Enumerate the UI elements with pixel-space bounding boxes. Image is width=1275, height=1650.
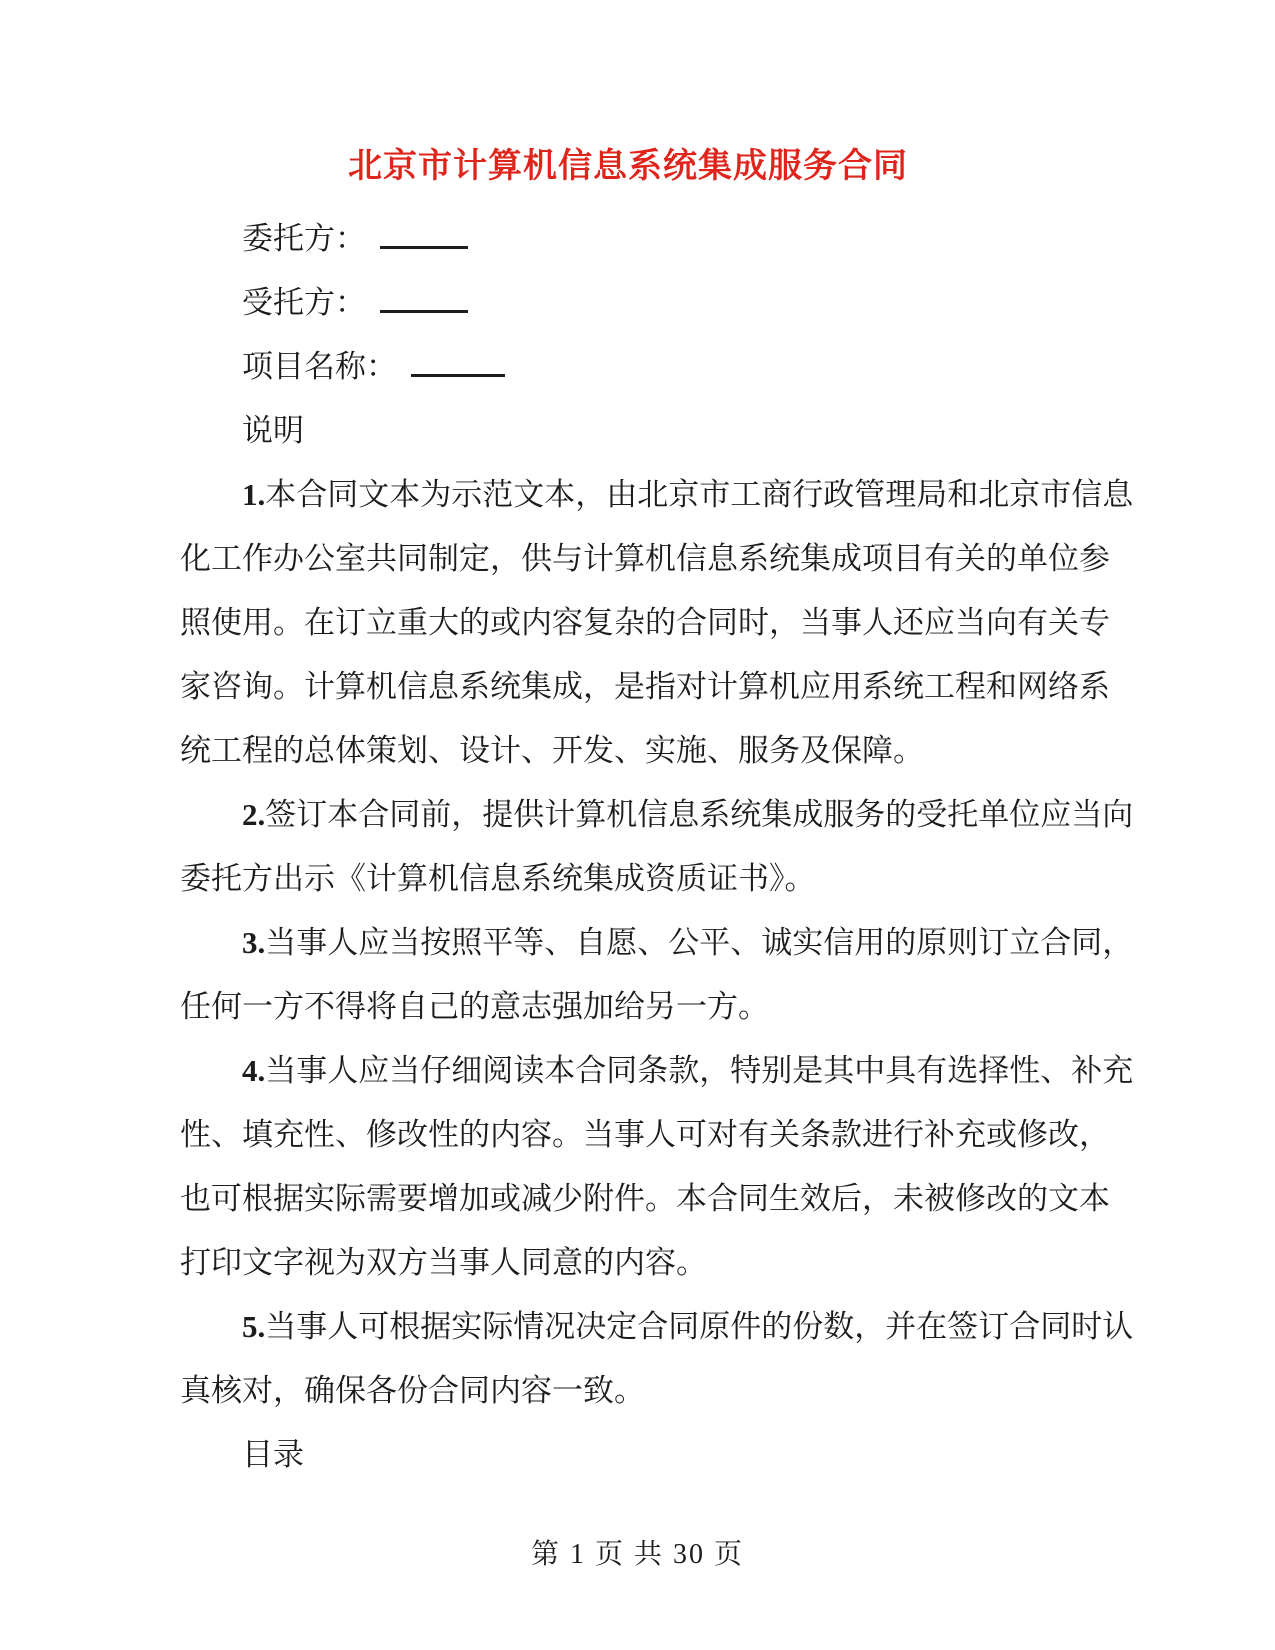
text-line: 任何一方不得将自己的意志强加给另一方。	[180, 989, 769, 1024]
section-heading-toc: 目录	[242, 1437, 304, 1472]
fill-in-blank	[380, 212, 468, 249]
document-body	[180, 207, 1134, 1487]
text-line: 委托方出示《计算机信息系统集成资质证书》。	[180, 861, 816, 896]
text-line: 性、填充性、修改性的内容。当事人可对有关条款进行补充或修改，	[180, 1117, 1110, 1152]
text-line: 打印文字视为双方当事人同意的内容。	[180, 1245, 707, 1280]
text-line: 3.当事人应当按照平等、自愿、公平、诚实信用的原则订立合同，	[242, 925, 1134, 960]
fill-in-blank	[380, 276, 468, 313]
text-line: 真核对，确保各份合同内容一致。	[180, 1373, 645, 1408]
text-line: 照使用。在订立重大的或内容复杂的合同时，当事人还应当向有关专	[180, 605, 1110, 640]
page-footer: 第 1 页 共 30 页	[530, 1539, 744, 1570]
text-line: 统工程的总体策划、设计、开发、实施、服务及保障。	[180, 733, 924, 768]
field-client: 委托方：	[180, 207, 1085, 271]
paragraph-number: 4.	[242, 1053, 266, 1088]
paragraph-number: 3.	[242, 925, 266, 960]
text-line: 1.本合同文本为示范文本，由北京市工商行政管理局和北京市信息	[242, 477, 1134, 512]
text-line: 2.签订本合同前，提供计算机信息系统集成服务的受托单位应当向	[242, 797, 1134, 832]
paragraph-number: 5.	[242, 1309, 266, 1344]
field-project-name: 项目名称：	[180, 335, 1085, 399]
fill-in-blank	[411, 340, 505, 377]
text-line: 化工作办公室共同制定，供与计算机信息系统集成项目有关的单位参	[180, 541, 1110, 576]
section-heading-notes: 说明	[242, 413, 304, 448]
paragraph-number: 2.	[242, 797, 266, 832]
text-line: 5.当事人可根据实际情况决定合同原件的份数，并在签订合同时认	[242, 1309, 1134, 1344]
text-line: 4.当事人应当仔细阅读本合同条款，特别是其中具有选择性、补充	[242, 1053, 1134, 1088]
paragraph-number: 1.	[242, 477, 266, 512]
document-title: 北京市计算机信息系统集成服务合同	[348, 148, 908, 185]
text-line: 也可根据实际需要增加或减少附件。本合同生效后，未被修改的文本	[180, 1181, 1110, 1216]
field-contractor: 受托方：	[180, 271, 1085, 335]
text-line: 家咨询。计算机信息系统集成，是指对计算机应用系统工程和网络系	[180, 669, 1110, 704]
